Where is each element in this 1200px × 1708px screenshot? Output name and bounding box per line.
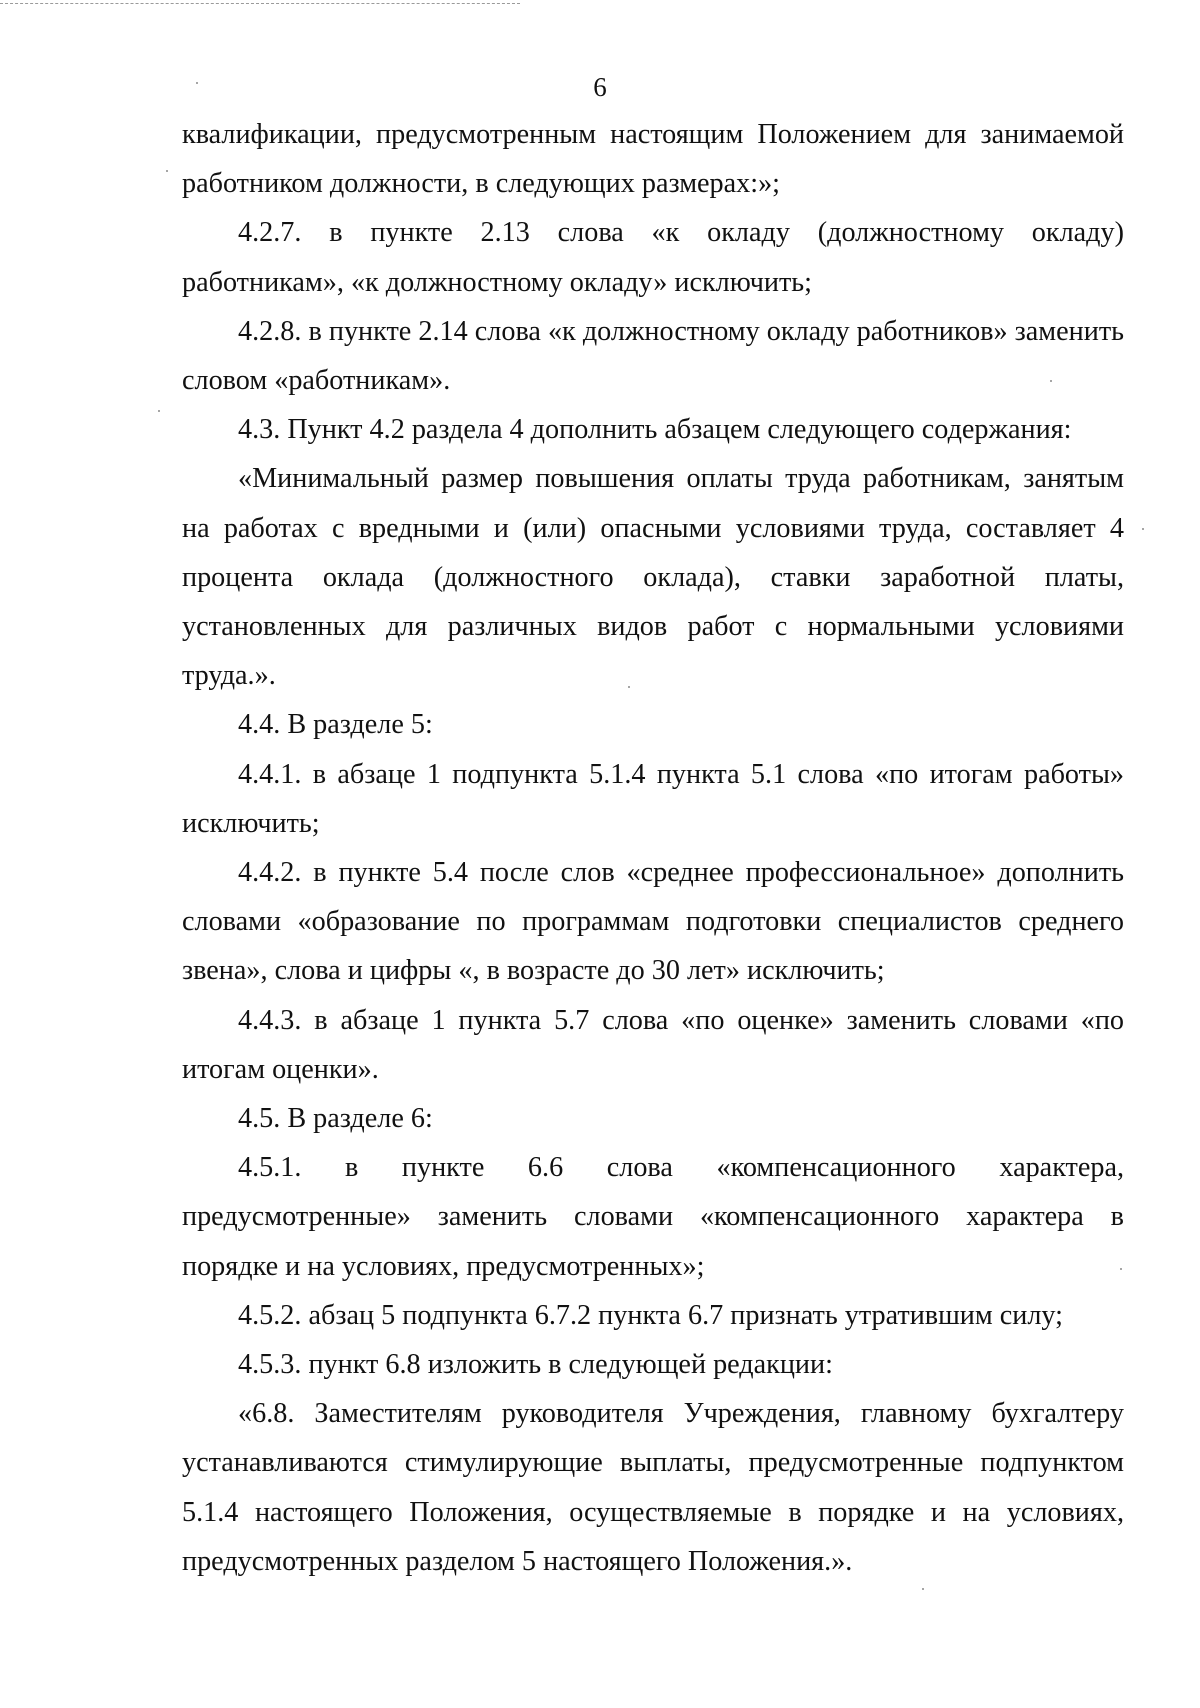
paragraph-4-4-1: 4.4.1. в абзаце 1 подпункта 5.1.4 пункта 5.1 слова «по итогам работы» исключить; bbox=[182, 758, 1124, 839]
paragraph-4-5: 4.5. В разделе 6: bbox=[238, 1103, 433, 1135]
scan-speck bbox=[1050, 380, 1052, 382]
page-number: 6 bbox=[593, 72, 607, 102]
document-body bbox=[182, 110, 1124, 1586]
paragraph-4-4-2: 4.4.2. в пункте 5.4 после слов «среднее профессиональное» дополнить словами «образование по программам подготовки специалистов среднего звена», слова и цифры «, в возрасте до 30 лет» исключить; bbox=[182, 857, 1124, 987]
scan-speck bbox=[1142, 528, 1144, 530]
scan-speck bbox=[922, 1588, 924, 1590]
scan-speck bbox=[158, 410, 160, 412]
paragraph-4-5-3: 4.5.3. пункт 6.8 изложить в следующей редакции: bbox=[238, 1349, 833, 1381]
paragraph-4-4-3: 4.4.3. в абзаце 1 пункта 5.7 слова «по оценке» заменить словами «по итогам оценки». bbox=[182, 1004, 1124, 1085]
paragraph-4-2-7: 4.2.7. в пункте 2.13 слова «к окладу (должностному окладу) работникам», «к должностному окладу» исключить; bbox=[182, 217, 1124, 298]
scan-speck bbox=[166, 170, 168, 172]
scan-edge-line bbox=[0, 3, 520, 4]
scan-speck bbox=[196, 82, 198, 84]
paragraph-4-4: 4.4. В разделе 5: bbox=[238, 709, 433, 741]
scan-speck bbox=[628, 686, 630, 688]
paragraph-4-3-quote: «Минимальный размер повышения оплаты труда работникам, занятым на работах с вредными и (или) опасными условиями труда, составляет 4 процента оклада (должностного оклада), ставки заработной платы, установленных для различных видов работ с нормальными условиями труда.». bbox=[182, 463, 1124, 692]
paragraph-4-5-2: 4.5.2. абзац 5 подпункта 6.7.2 пункта 6.7 признать утратившим силу; bbox=[238, 1299, 1063, 1331]
paragraph-4-3: 4.3. Пункт 4.2 раздела 4 дополнить абзацем следующего содержания: bbox=[238, 414, 1072, 446]
scan-speck bbox=[1120, 1268, 1122, 1270]
paragraph-4-5-1: 4.5.1. в пункте 6.6 слова «компенсационного характера, предусмотренные» заменить словами «компенсационного характера в порядке и на условиях, предусмотренных»; bbox=[182, 1152, 1124, 1282]
paragraph-6-8-quote: «6.8. Заместителям руководителя Учреждения, главному бухгалтеру устанавливаются стимулирующие выплаты, предусмотренные подпунктом 5.1.4 настоящего Положения, осуществляемые в порядке и на условиях, предусмотренных разделом 5 настоящего Положения.». bbox=[182, 1398, 1124, 1577]
paragraph-4-2-8: 4.2.8. в пункте 2.14 слова «к должностному окладу работников» заменить словом «работникам». bbox=[182, 315, 1124, 397]
paragraph-continuation: квалификации, предусмотренным настоящим Положением для занимаемой работником должности, в следующих размерах:»; bbox=[182, 119, 1124, 200]
